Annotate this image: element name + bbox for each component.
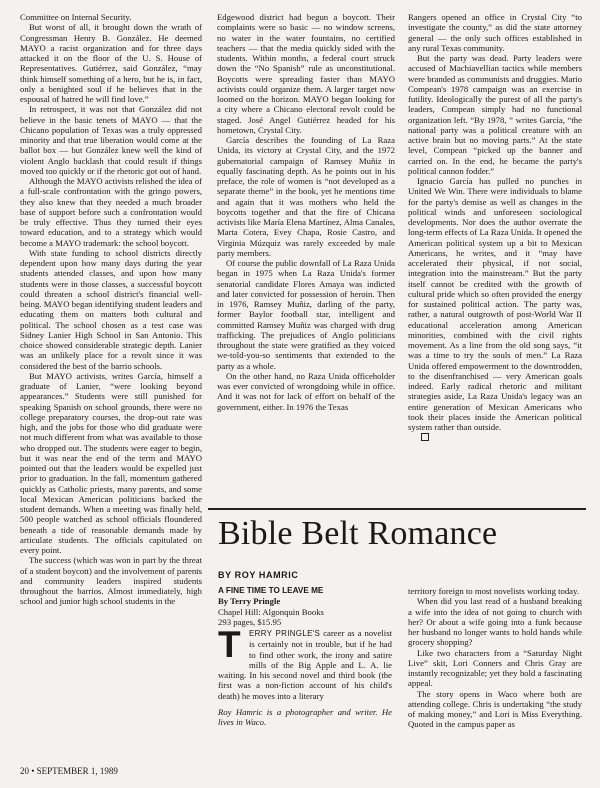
paragraph: Rangers opened an office in Crystal City “to investigate the county,” as did the state attorney general — the only such offices established in any rural Texas community. bbox=[408, 12, 582, 53]
book-author: By Terry Pringle bbox=[218, 596, 281, 607]
paragraph: With state funding to school districts directly dependent upon how many days during the year students attended classes, and upon how many students were in those classes, a successful boycott could threaten a school district's financial well-being. MAYO began identifying student leaders and educating them on matters both cultural and political. The school chosen as a test case was Sidney Lanier High School in San Antonio. This choice showed considerable strategic depth. Lanier was an unlikely place for a revolt since it was considered the best of the barrio schools. bbox=[20, 247, 202, 371]
review-headline: Bible Belt Romance bbox=[218, 515, 498, 552]
author-note: Roy Hamric is a photographer and writer. He lives in Waco. bbox=[218, 706, 392, 727]
paragraph: The success (which was won in part by the threat of a student boycott) and the involvement of parents and community leaders inspired students throughout the barrios. Almost immediately, high school and junior high school students in the bbox=[20, 555, 202, 607]
article-column-3 bbox=[408, 12, 582, 443]
review-lead-paragraph bbox=[218, 624, 392, 701]
paragraph: Committee on Internal Security. bbox=[20, 12, 132, 22]
paragraph: When did you last read of a husband breaking a wife into the idea of not going to church with her? Or about a wife going into a funk because her husband no longer wants to hold hands while grocery shopping? bbox=[408, 596, 582, 648]
review-column-2 bbox=[408, 586, 582, 730]
paragraph: Of course the public downfall of La Raza Unida began in 1975 when La Raza Unida's former senatorial candidate Flores Amaya was indicted and later convicted for possession of heroin. Then in 1976, Ramsey Muñiz, darling of the party, former Baylor football star, intelligent and committed Ramsey Muñiz was charged with drug trafficking. The prejudices of Anglo politicians throughout the state were gratified as they voiced we-told-you-so sentiments that extended to the party as a whole. bbox=[217, 258, 395, 371]
drop-cap: T bbox=[218, 624, 241, 665]
section-divider bbox=[208, 508, 586, 510]
article-column-2 bbox=[217, 12, 395, 412]
review-column-1 bbox=[218, 624, 392, 727]
paragraph: But the party was dead. Party leaders were accused of Machiavellian tactics while members were branded as communists and druggies. Mario Compean's 1978 campaign was an exercise in futility. Ideologically the purest of all the party's leaders, Compean simply had no functional organization left. “By 1978, ” writes García, “the national party was a political creature with an active brain but no moving parts.” At the state level, Compean “picked up the banner and carried on. In the end, he became the party's political cannon fodder.” bbox=[408, 53, 582, 176]
paragraph: But MAYO activists, writes García, himself a graduate of Lanier, “were looking beyond appearances.” Students were still punished for speaking Spanish on school grounds, there were no college preparatory courses, the drop-out rate was high, and the jobs for those who did graduate were not much different from what was available to those who dropped out. The students were eager to begin, but it was near the end of the term and MAYO pointed out that the leaders would be expelled just prior to graduation. In the fall, momentum gathered quickly as Catholic priests, many parents, and some local Mexican American politicians backed the student demands. When a meeting was finally held, 500 people watched as school officials floundered beneath a tide of reasonable demands made by articulate students. The officials capitulated on every point. bbox=[20, 370, 202, 555]
book-title: A FINE TIME TO LEAVE ME bbox=[218, 586, 324, 595]
book-info bbox=[218, 586, 324, 627]
paragraph: Although the MAYO activists relished the idea of a full-scale confrontation with the gringo powers, they also knew that they needed a much broader base of support before such a confrontation would be truly effective. Thus they turned their eyes toward education, and to a strategy which would become a MAYO trademark: the school boycott. bbox=[20, 176, 202, 248]
paragraph: territory foreign to most novelists working today. bbox=[408, 586, 579, 596]
lead-caps: ERRY PRINGLE'S bbox=[249, 629, 321, 638]
paragraph: In retrospect, it was not that González did not believe in the basic tenets of MAYO — that the Chicano population of Texas was a truly oppressed minority and that true liberation would come at the ballot box — but González knew well the kind of violent Anglo backlash that could result if things moved too quickly or if the rhetoric got out of hand. bbox=[20, 104, 202, 176]
book-publisher: Chapel Hill: Algonquin Books bbox=[218, 606, 324, 617]
paragraph: Ignacio García has pulled no punches in United We Win. There were individuals to blame for the party's demise as well as changes in the political winds and unforeseen sociological developments. Nor does the author overrate the long-term effects of La Raza Unida. It opened the American political system up a bit to Mexican Americans, he writes, and it “may have accelerated their physical, if not social, integration into the mainstream.” But the party itself cannot be credited with the growth of cultural pride which so often provided the energy for sustained political action. The party was, rather, a natural outgrowth of post-World War II educational acceleration among American minorities, combined with the civil rights movement. As a line from the old song says, “it was a time to try the souls of men.” La Raza Unida offered empowerment to the downtrodden, to the disenfranchised — very American goals indeed. Early radical rhetoric and militant strategies aside, La Raza Unida's legacy was an entire generation of Mexican Americans who took their places inside the American political system rather than outside. bbox=[408, 176, 582, 432]
article-column-1 bbox=[20, 12, 202, 607]
review-byline: BY ROY HAMRIC bbox=[218, 570, 299, 580]
page-footer: 20 • SEPTEMBER 1, 1989 bbox=[20, 766, 118, 776]
paragraph: On the other hand, no Raza Unida officeholder was ever convicted of wrongdoing while in office. And it was not for lack of effort on behalf of the government, either. In 1976 the Texas bbox=[217, 370, 395, 412]
paragraph: Like two characters from a “Saturday Night Live” skit, Lori Conners and Chris Gray are instantly recognizable; yet they hold a fascinating appeal. bbox=[408, 647, 582, 689]
book-pages-price: 293 pages, $15.95 bbox=[218, 616, 282, 627]
lead-text: career as a novelist is certainly not in trouble, but if he had to find other work, the irony and satire mills of the Big Apple and L. A. lie waiting. In his second novel and third book (the first was a non-fiction account of his child's death) he moves into a literary bbox=[218, 628, 392, 701]
paragraph: But worst of all, it brought down the wrath of Congressman Henry B. González. He deemed MAYO a racist organization and for three days attacked it on the floor of the U. S. House of Representatives. Gutiérrez, said González, “may think himself something of a hero, but he is, in fact, only a benighted soul if he believes that in the espousal of hatred he will find love.” bbox=[20, 22, 202, 104]
paragraph bbox=[408, 432, 582, 442]
paragraph: Edgewood district had begun a boycott. Their complaints were so basic — no window screens, no water in the water fountains, no certified teachers — that the media quickly sided with the students. Within months, a federal court struck down the “No Spanish” rule as unconstitutional. Boycotts were spreading faster than MAYO activists could organize them. A larger target now loomed on the horizon. MAYO began looking for a city where a Chicano electoral revolt could be staged. José Angel Gutiérrez headed for his hometown, Crystal City. bbox=[217, 12, 395, 135]
end-mark-icon bbox=[421, 433, 429, 441]
paragraph: The story opens in Waco where both are attending college. Chris is undertaking “the study of making money,” and Lori is Miss Everything. Quoted in the campus paper as bbox=[408, 688, 582, 730]
paragraph: García describes the founding of La Raza Unida, its victory at Crystal City, and the 1972 gubernatorial campaign of Ramsey Muñiz in equally fascinating depth. As he points out in his preface, the role of women is “not developed as a separate theme” in the book, yet he mentions time and again that it was mothers who held the boycotts together and that the fire of Chicana activists like María Elena Martínez, Alma Canales, Marta Cotera, Evey Chapa, Rosie Castro, and Virginia Múzquiz was rarely exceeded by male party members. bbox=[217, 135, 395, 258]
